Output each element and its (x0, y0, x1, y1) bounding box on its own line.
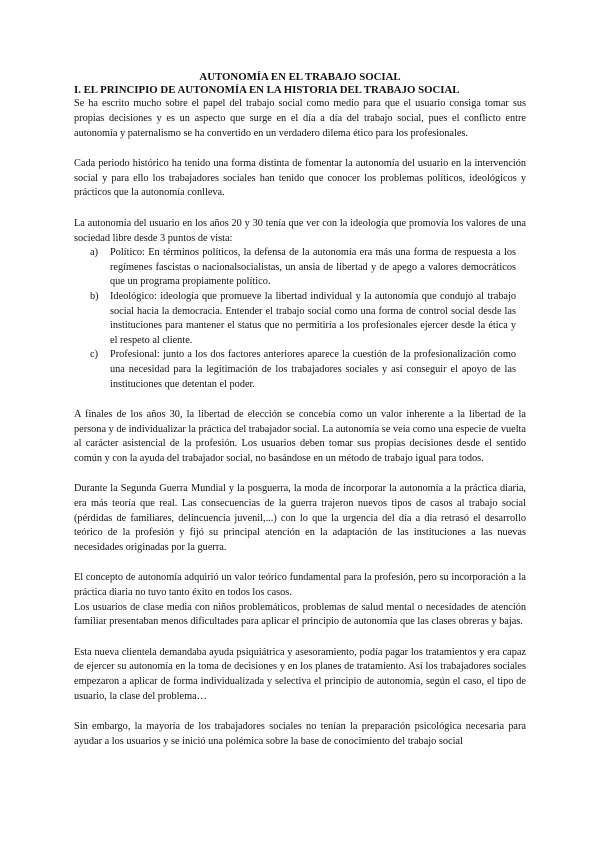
paragraph: Los usuarios de clase media con niños problemáticos, problemas de salud mental o necesidades de atención familiar presentaban menos dificultades para aplicar el principio de autonomía que las clases obreras y bajas. (74, 601, 526, 628)
paragraph: El concepto de autonomía adquirió un valor teórico fundamental para la profesión, pero su incorporación a la práctica diaria no tuvo tanto éxito en todos los casos. (74, 572, 526, 599)
section-heading: I. EL PRINCIPIO DE AUTONOMÍA EN LA HISTORIA DEL TRABAJO SOCIAL (74, 84, 460, 97)
list-item (74, 246, 526, 290)
document-body (74, 70, 526, 749)
list-item-text: Profesional: junto a los dos factores anteriores aparece la cuestión de la profesionalización como una necesidad para la legitimación de los trabajadores sociales y así conseguir el apoyo de las instituciones que detentan el poder. (110, 349, 516, 390)
paragraph: Cada periodo histórico ha tenido una forma distinta de fomentar la autonomía del usuario en la intervención social y para ello los trabajadores sociales han tenido que conocer los problemas políticos, ideológicos y prácticos que la autonomía conlleva. (74, 158, 526, 199)
paragraph: Sin embargo, la mayoría de los trabajadores sociales no tenían la preparación psicológica necesaria para ayudar a los usuarios y se inició una polémica sobre la base de conocimiento del trabajo social (74, 721, 526, 747)
list-marker: b) (90, 290, 99, 302)
list-item (74, 348, 526, 392)
paragraph: La autonomía del usuario en los años 20 y 30 tenía que ver con la ideología que promovía los valores de una sociedad libre desde 3 puntos de vista: (74, 217, 526, 244)
paragraph: Durante la Segunda Guerra Mundial y la posguerra, la moda de incorporar la autonomía a la práctica diaria, era más teoría que real. Las consecuencias de la guerra trajeron nuevos tipos de casos al trabajo social (pérdidas de familiares, delincuencia juvenil,...) con lo que la urgencia del día a día retrasó el desarrollo teórico de la profesión y fijó su principal atención en la adaptación de las instituciones a las nuevas necesidades originadas por la guerra. (74, 483, 526, 553)
list-item-text: Político: En términos políticos, la defensa de la autonomía era más una forma de respuesta a los regímenes fascistas o nacionalsocialistas, un ansia de libertad y de apego a valores democráticos que un programa propiamente político. (110, 247, 516, 288)
paragraph: Esta nueva clientela demandaba ayuda psiquiátrica y asesoramiento, podía pagar los tratamientos y era capaz de ejercer su autonomía en la toma de decisiones y en los planes de tratamiento. Así los trabajadores sociales empezaron a aplicar de forma individualizada y selectiva el principio de autonomía, según el caso, el tipo de usuario, la clase del problema… (74, 646, 526, 702)
list-marker: a) (90, 247, 98, 259)
document-title: AUTONOMÍA EN EL TRABAJO SOCIAL (199, 71, 401, 83)
list-item-text: Ideológico: ideología que promueve la libertad individual y la autonomía que condujo al trabajo social hacia la democracia. Entender el trabajo social como una forma de control social desde las instituciones para mantener el status que no permitiría a los profesionales ejercer desde la ética y el respeto al cliente. (110, 290, 516, 346)
list-item (74, 290, 526, 348)
list-marker: c) (90, 349, 98, 361)
viewpoints-list (74, 246, 526, 392)
paragraph: A finales de los años 30, la libertad de elección se concebía como un valor inherente a la libertad de la persona y de individualizar la práctica del trabajador social. La autonomía se veía como una especie de vuelta al carácter asistencial de la profesión. Los usuarios deben tomar sus propias decisiones desde el sentido común y con la ayuda del trabajador social, no basándose en un método de trabajo igual para todos. (74, 409, 526, 464)
paragraph: Se ha escrito mucho sobre el papel del trabajo social como medio para que el usuario consiga tomar sus propias decisiones y es un aspecto que surge en el día a día del trabajo social, pues el conflicto entre autonomía y paternalismo se ha convertido en un verdadero dilema ético para los profesionales. (74, 98, 526, 139)
